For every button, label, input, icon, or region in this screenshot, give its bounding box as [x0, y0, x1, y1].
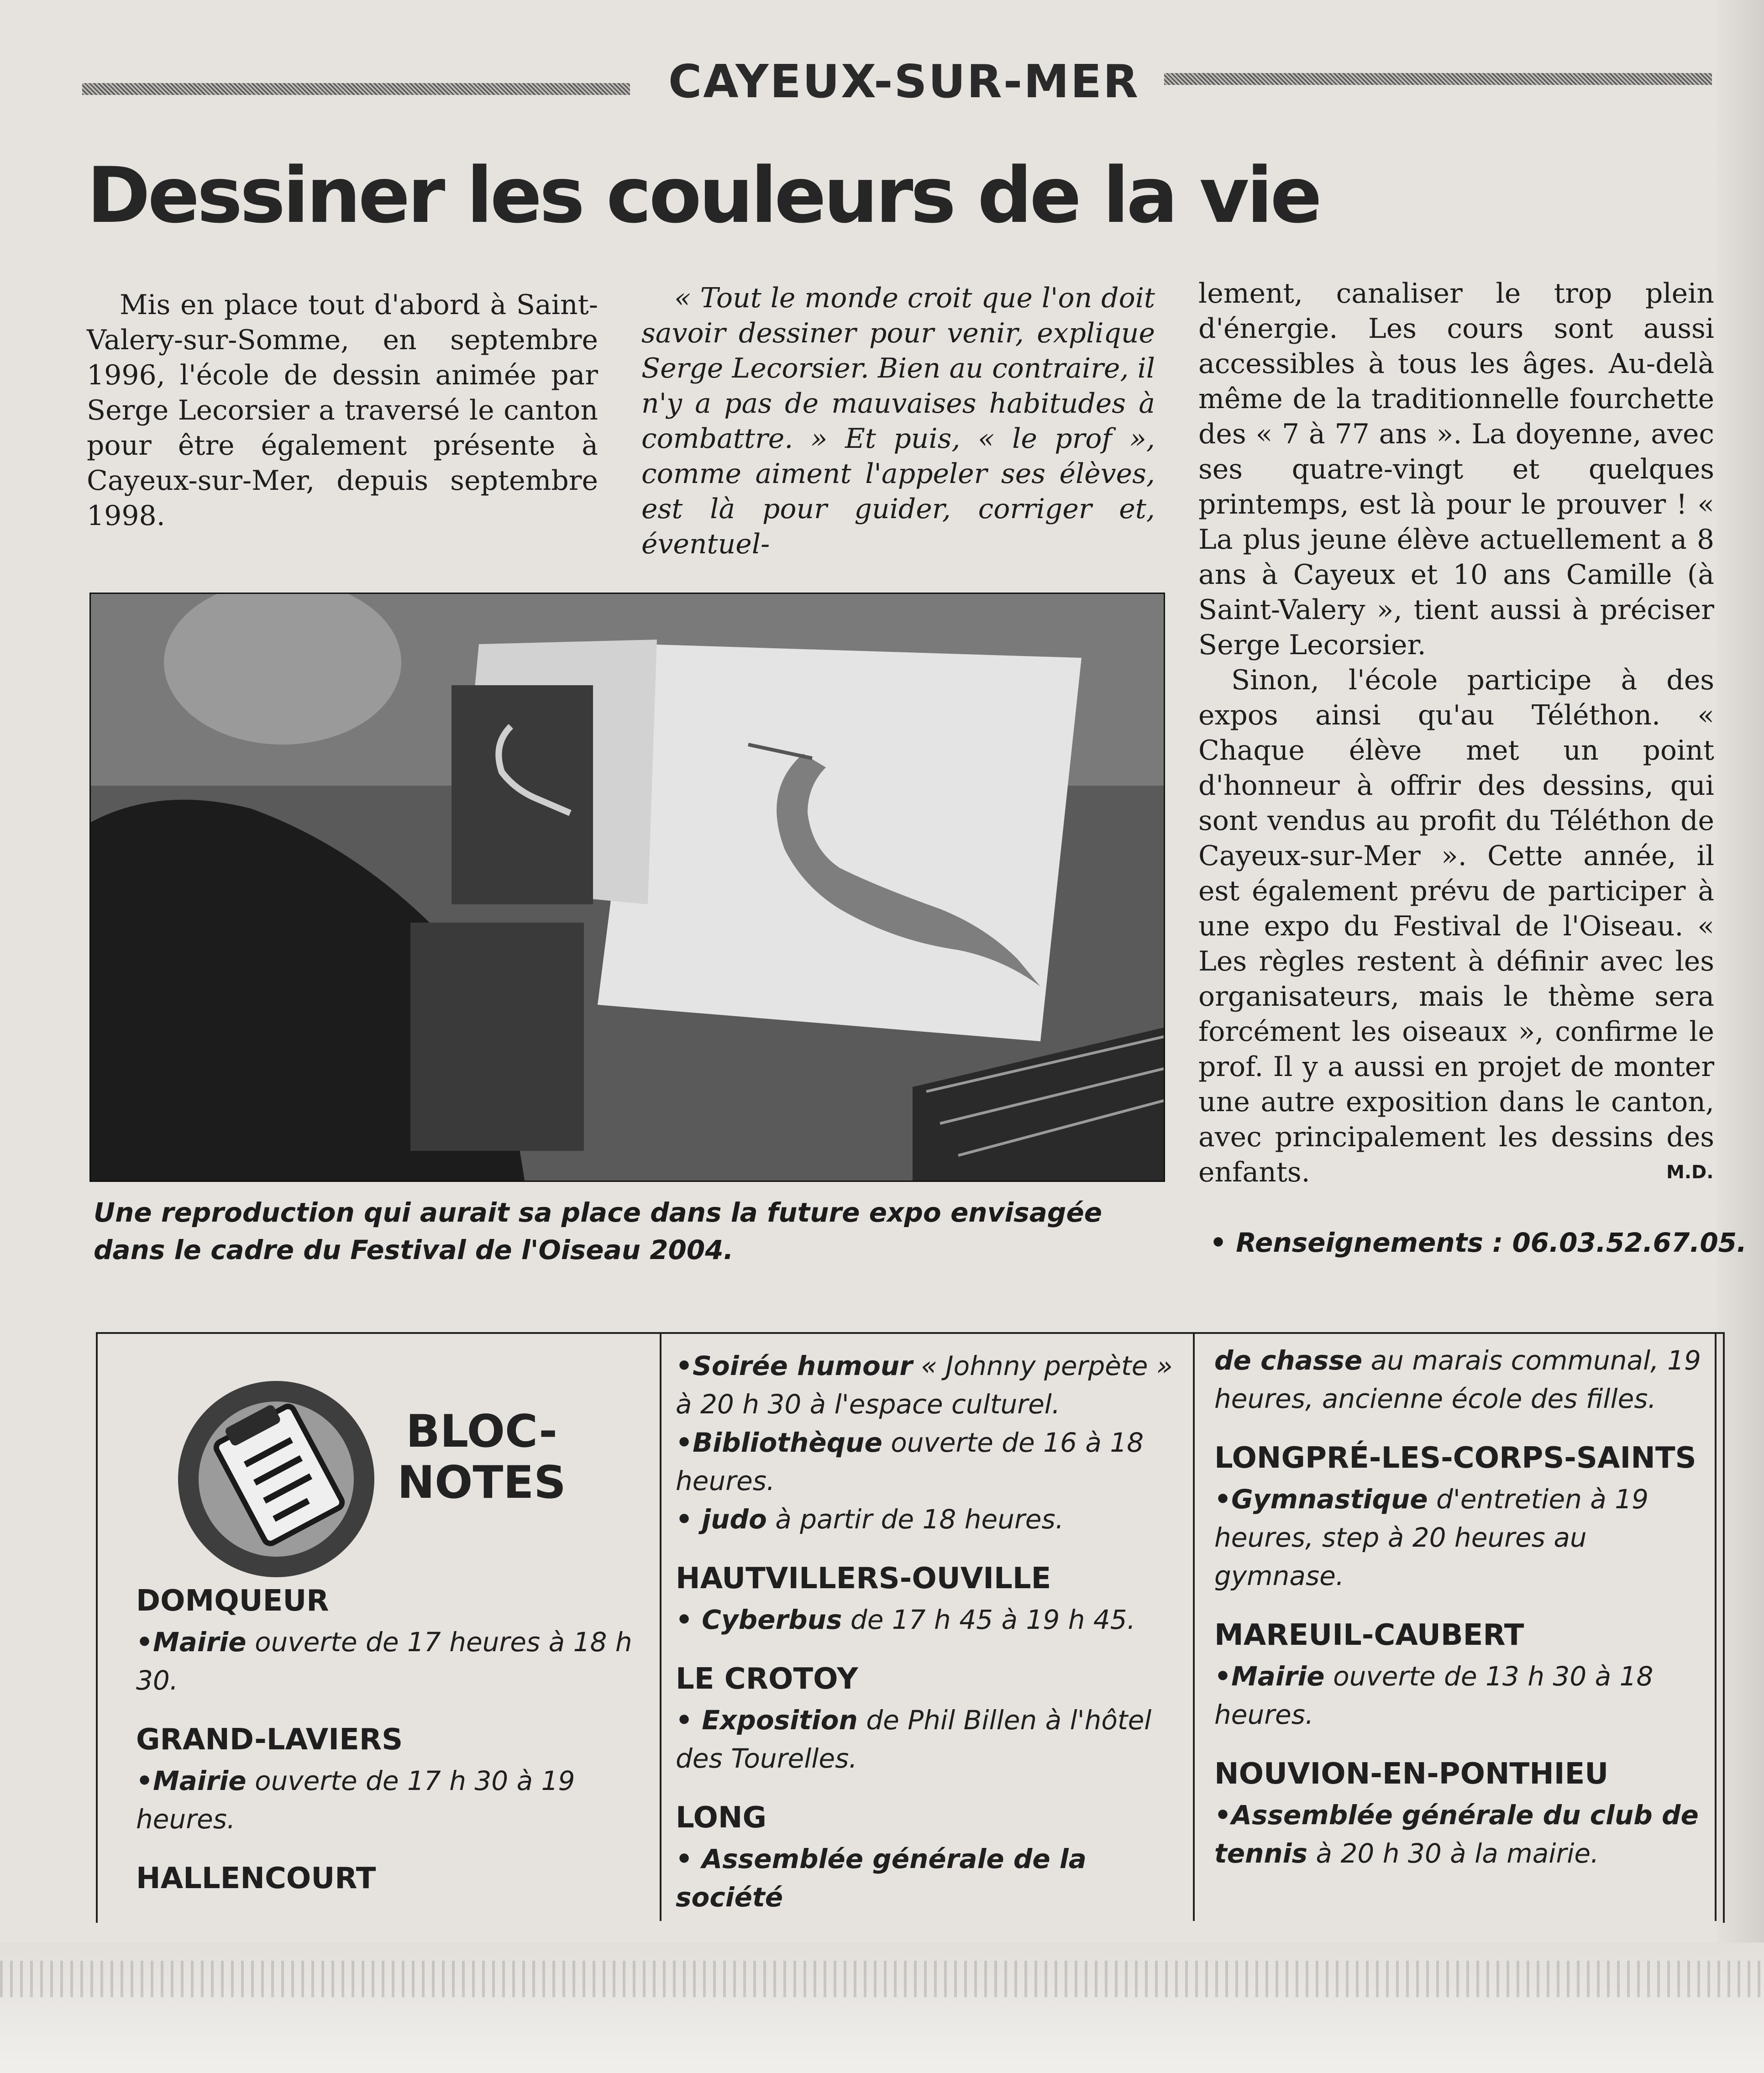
town-hautvillers-ouville: HAUTVILLERS-OUVILLE	[676, 1562, 1051, 1595]
bloc-notes-column-1	[136, 1582, 643, 1900]
list-item: • Assemblée générale de la société	[676, 1843, 1087, 1913]
list-item: • Cyberbus de 17 h 45 à 19 h 45.	[676, 1604, 1136, 1635]
list-item: de chasse au marais communal, 19 heures, ancienne école des filles.	[1214, 1345, 1701, 1414]
list-item: •Gymnastique d'entretien à 19 heures, step à 20 heures au gymnase.	[1214, 1484, 1649, 1591]
town-nouvion-en-ponthieu: NOUVION-EN-PONTHIEU	[1214, 1757, 1609, 1791]
rubric-strip-right	[1164, 73, 1712, 85]
list-item: •Assemblée générale du club de tennis à 20 h 30 à la mairie.	[1214, 1800, 1699, 1869]
article-column-3	[1198, 276, 1714, 1190]
heron-drawing-image	[91, 594, 1164, 1181]
list-item: • judo à partir de 18 heures.	[676, 1504, 1064, 1535]
article-paragraph: lement, canaliser le trop plein d'énergie. Les cours sont aussi accessibles à tous les âges. Au-delà même de la traditionnelle fourchette des « 7 à 77 ans ». La doyenne, avec ses quatre-vingt et quelques printemps, est là pour le prouver ! « La plus jeune élève actuellement a 8 ans à Cayeux et 10 ans Camille (à Saint-Valery », tient aussi à préciser Serge Lecorsier.	[1198, 278, 1714, 661]
photo-caption: Une reproduction qui aurait sa place dans la future expo envisagée dans le cadre du Festival de l'Oiseau 2004.	[94, 1197, 1102, 1265]
article-signature: M.D.	[1666, 1162, 1714, 1183]
rubric-title: CAYEUX-SUR-MER	[668, 55, 1140, 108]
town-mareuil-caubert: MAREUIL-CAUBERT	[1214, 1618, 1524, 1652]
article-paragraph: « Tout le monde croit que l'on doit savoir dessiner pour venir, explique Serge Lecorsier. Bien au contraire, il n'y a pas de mauvaises habitudes à combattre. » Et puis, « le prof », comme aiment l'appeler ses élèves, est là pour guider, corriger et, éventuel-	[641, 282, 1155, 560]
article-column-2	[641, 281, 1155, 562]
town-longpre-les-corps-saints: LONGPRÉ-LES-CORPS-SAINTS	[1214, 1441, 1696, 1475]
town-hallencourt: HALLENCOURT	[136, 1862, 376, 1895]
list-item: •Mairie ouverte de 17 heures à 18 h 30.	[136, 1627, 632, 1696]
article-paragraph: Sinon, l'école participe à des expos ainsi qu'au Téléthon. « Chaque élève met un point d'honneur à offrir des dessins, qui sont vendus au profit du Téléthon de Cayeux-sur-Mer ». Cette année, il est également prévu de participer à une expo du Festival de l'Oiseau. « Les règles restent à définir avec les organisateurs, mais le thème sera forcément les oiseaux », confirme le prof. Il y a aussi en projet de monter une autre exposition dans le canton, avec principalement les dessins des enfants.	[1198, 664, 1714, 1188]
rubric-strip-left	[82, 83, 630, 95]
list-item: •Mairie ouverte de 17 h 30 à 19 heures.	[136, 1765, 575, 1835]
article-paragraph: Mis en place tout d'abord à Saint-Valery-sur-Somme, en septembre 1996, l'école de dessin animée par Serge Lecorsier a traversé le canton pour être également présente à Cayeux-sur-Mer, depuis septembre 1998.	[87, 289, 598, 532]
article-headline: Dessiner les couleurs de la vie	[87, 151, 1320, 240]
town-long: LONG	[676, 1801, 766, 1835]
bloc-notes-column-2	[676, 1347, 1182, 1916]
bloc-notes-title	[390, 1406, 573, 1508]
list-item: • Exposition de Phil Billen à l'hôtel des Tourelles.	[676, 1705, 1152, 1774]
info-line: • Renseignements : 06.03.52.67.05.	[1210, 1227, 1747, 1258]
bloc-notes-divider-2	[1193, 1332, 1195, 1921]
list-item: •Soirée humour « Johnny perpète » à 20 h 30 à l'espace culturel.	[676, 1350, 1173, 1420]
notepad-icon	[176, 1379, 377, 1580]
list-item: •Mairie ouverte de 13 h 30 à 18 heures.	[1214, 1661, 1654, 1730]
article-column-1	[87, 288, 598, 534]
town-le-crotoy: LE CROTOY	[676, 1662, 858, 1696]
bloc-notes-title-line2: NOTES	[397, 1457, 566, 1509]
page-bottom-edge	[0, 1942, 1764, 2073]
bloc-notes-divider-1	[660, 1332, 662, 1921]
article-photo	[89, 593, 1165, 1182]
list-item: •Bibliothèque ouverte de 16 à 18 heures.	[676, 1427, 1144, 1496]
bloc-notes-column-3	[1214, 1341, 1707, 1873]
town-grand-laviers: GRAND-LAVIERS	[136, 1723, 403, 1757]
bloc-notes-title-line1: BLOC-	[406, 1406, 557, 1458]
bloc-notes-divider-3	[1715, 1332, 1717, 1921]
town-domqueur: DOMQUEUR	[136, 1584, 329, 1618]
